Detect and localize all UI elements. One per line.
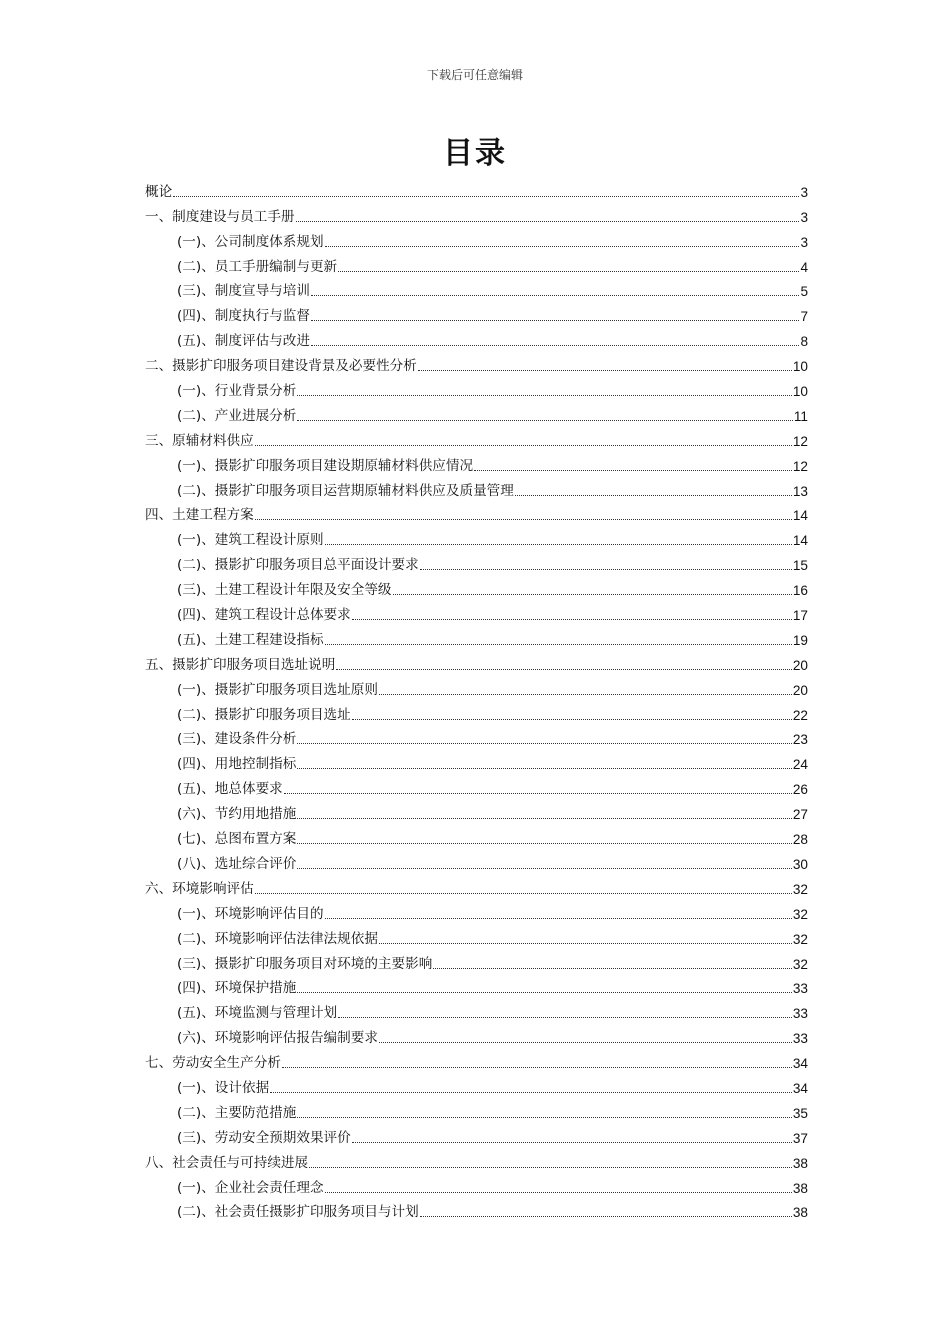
dot-leader [515,495,792,496]
dot-leader [284,793,792,794]
toc-entry[interactable] [145,524,808,549]
toc-entry-page-number: 17 [792,608,808,624]
toc-entry-page-number: 14 [792,533,808,549]
toc-entry-page-number: 32 [792,906,808,922]
page-header: 下载后可任意编辑 [426,68,523,82]
dot-leader [173,196,799,197]
toc-entry-page-number: 34 [792,1080,808,1096]
toc-entry[interactable] [145,923,808,948]
toc-entry[interactable] [145,201,808,226]
toc-entry-label: (四)、制度执行与监督 [177,308,310,325]
dot-leader [325,246,800,247]
page-title: 目录 [443,136,507,171]
toc-entry-label: (一)、摄影扩印服务项目建设期原辅材料供应情况 [177,457,474,474]
toc-entry[interactable] [145,226,808,251]
dot-leader [325,644,792,645]
toc-entry[interactable] [145,350,808,375]
toc-entry-page-number: 3 [800,184,808,200]
toc-entry-label: (一)、建筑工程设计原则 [177,532,324,549]
toc-entry-label: (二)、社会责任摄影扩印服务项目与计划 [177,1204,419,1221]
toc-entry-page-number: 35 [792,1105,808,1121]
dot-leader [255,893,792,894]
toc-entry[interactable] [145,997,808,1022]
dot-leader [352,719,792,720]
toc-entry-page-number: 30 [792,856,808,872]
dot-leader [379,1042,792,1043]
toc-entry[interactable] [145,400,808,425]
toc-entry-page-number: 38 [792,1205,808,1221]
dot-leader [325,1192,792,1193]
toc-entry-label: (五)、地总体要求 [177,781,283,798]
toc-entry[interactable] [145,276,808,301]
dot-leader [393,594,792,595]
toc-entry[interactable] [145,674,808,699]
toc-entry-page-number: 32 [792,881,808,897]
toc-entry-label: 一、制度建设与员工手册 [145,208,295,225]
table-of-contents [145,176,808,1221]
dot-leader [297,868,792,869]
toc-entry-label: (四)、环境保护措施 [177,980,297,997]
toc-entry-page-number: 16 [792,583,808,599]
toc-entry-page-number: 12 [792,458,808,474]
toc-entry-label: (八)、选址综合评价 [177,855,297,872]
dot-leader [296,221,800,222]
toc-entry-page-number: 10 [792,384,808,400]
toc-entry[interactable] [145,599,808,624]
toc-entry-label: (三)、建设条件分析 [177,731,297,748]
dot-leader [311,345,799,346]
toc-entry-page-number: 19 [792,632,808,648]
toc-entry[interactable] [145,624,808,649]
toc-entry-label: (七)、总图布置方案 [177,831,297,848]
toc-entry-label: (二)、产业进展分析 [177,407,297,424]
toc-entry-page-number: 20 [792,682,808,698]
dot-leader [255,445,792,446]
toc-entry-page-number: 33 [792,1006,808,1022]
toc-entry-label: (六)、环境影响评估报告编制要求 [177,1030,378,1047]
toc-entry-label: 六、环境影响评估 [145,880,254,897]
toc-entry[interactable] [145,176,808,201]
toc-entry[interactable] [145,1122,808,1147]
toc-entry[interactable] [145,699,808,724]
toc-entry[interactable] [145,1147,808,1172]
toc-entry-page-number: 24 [792,757,808,773]
dot-leader [418,370,792,371]
toc-entry[interactable] [145,300,808,325]
toc-entry[interactable] [145,1072,808,1097]
toc-entry-page-number: 32 [792,956,808,972]
toc-entry-label: 二、摄影扩印服务项目建设背景及必要性分析 [145,358,417,375]
toc-entry-page-number: 3 [800,209,808,225]
toc-entry[interactable] [145,823,808,848]
toc-entry-label: (五)、制度评估与改进 [177,333,310,350]
toc-entry-label: (三)、劳动安全预期效果评价 [177,1129,351,1146]
toc-entry-page-number: 11 [793,408,808,424]
toc-entry-label: 八、社会责任与可持续进展 [145,1154,309,1171]
toc-entry-page-number: 14 [792,508,808,524]
toc-entry-label: (五)、土建工程建设指标 [177,631,324,648]
dot-leader [297,768,792,769]
toc-entry[interactable] [145,475,808,500]
toc-entry-page-number: 33 [792,1031,808,1047]
dot-leader [297,743,792,744]
toc-entry-label: (四)、建筑工程设计总体要求 [177,607,351,624]
toc-entry-page-number: 22 [792,707,808,723]
toc-entry-label: (三)、土建工程设计年限及安全等级 [177,582,392,599]
toc-entry-label: 概论 [145,183,173,200]
toc-entry[interactable] [145,948,808,973]
toc-entry-label: (一)、企业社会责任理念 [177,1179,324,1196]
toc-entry-label: (一)、摄影扩印服务项目选址原则 [177,681,378,698]
toc-entry[interactable] [145,574,808,599]
toc-entry-page-number: 10 [792,359,808,375]
toc-entry[interactable] [145,798,808,823]
toc-entry[interactable] [145,848,808,873]
dot-leader [255,519,792,520]
dot-leader [325,918,792,919]
dot-leader [311,295,799,296]
toc-entry-page-number: 3 [800,234,808,250]
toc-entry-page-number: 38 [792,1155,808,1171]
toc-entry-label: (六)、节约用地措施 [177,806,297,823]
dot-leader [297,395,792,396]
toc-entry-page-number: 33 [792,981,808,997]
dot-leader [352,1142,792,1143]
toc-entry[interactable] [145,450,808,475]
dot-leader [297,1117,792,1118]
toc-entry[interactable] [145,973,808,998]
toc-entry-page-number: 28 [792,832,808,848]
toc-entry[interactable] [145,325,808,350]
toc-entry-label: 七、劳动安全生产分析 [145,1055,281,1072]
dot-leader [297,843,792,844]
toc-entry-label: (二)、摄影扩印服务项目运营期原辅材料供应及质量管理 [177,482,514,499]
toc-entry[interactable] [145,898,808,923]
dot-leader [338,271,799,272]
toc-entry-page-number: 26 [792,782,808,798]
toc-entry-label: (四)、用地控制指标 [177,756,297,773]
dot-leader [420,1216,792,1217]
toc-entry-label: (一)、公司制度体系规划 [177,233,324,250]
dot-leader [297,818,792,819]
toc-entry-label: (一)、设计依据 [177,1079,270,1096]
toc-entry-label: (二)、环境影响评估法律法规依据 [177,930,378,947]
dot-leader [379,943,792,944]
toc-entry-label: (二)、员工手册编制与更新 [177,258,338,275]
toc-entry-label: (三)、摄影扩印服务项目对环境的主要影响 [177,955,433,972]
dot-leader [309,1167,792,1168]
toc-entry[interactable] [145,873,808,898]
toc-entry-label: 五、摄影扩印服务项目选址说明 [145,656,336,673]
toc-entry[interactable] [145,1172,808,1197]
toc-entry-label: (二)、主要防范措施 [177,1104,297,1121]
toc-entry[interactable] [145,1022,808,1047]
toc-entry[interactable] [145,1097,808,1122]
toc-entry[interactable] [145,649,808,674]
toc-entry[interactable] [145,375,808,400]
toc-entry-page-number: 12 [792,433,808,449]
toc-entry-page-number: 15 [792,558,808,574]
dot-leader [282,1067,792,1068]
toc-entry-page-number: 4 [800,259,808,275]
dot-leader [420,569,792,570]
toc-entry-page-number: 8 [800,334,808,350]
toc-entry-label: (一)、行业背景分析 [177,383,297,400]
toc-entry-label: (二)、摄影扩印服务项目选址 [177,706,351,723]
dot-leader [352,619,792,620]
toc-entry[interactable] [145,724,808,749]
toc-entry[interactable] [145,500,808,525]
dot-leader [325,544,792,545]
dot-leader [336,669,792,670]
toc-entry-label: (一)、环境影响评估目的 [177,905,324,922]
dot-leader [270,1092,792,1093]
toc-entry-page-number: 23 [792,732,808,748]
dot-leader [379,694,792,695]
toc-entry-page-number: 20 [792,657,808,673]
dot-leader [297,420,793,421]
toc-entry[interactable] [145,549,808,574]
toc-entry-page-number: 5 [800,284,808,300]
toc-entry-label: (二)、摄影扩印服务项目总平面设计要求 [177,557,419,574]
toc-entry-label: 三、原辅材料供应 [145,432,254,449]
toc-entry-page-number: 34 [792,1056,808,1072]
dot-leader [474,470,792,471]
toc-entry-page-number: 27 [792,807,808,823]
toc-entry-page-number: 32 [792,931,808,947]
toc-entry[interactable] [145,251,808,276]
toc-entry-page-number: 37 [792,1130,808,1146]
toc-entry[interactable] [145,1197,808,1222]
toc-entry-label: 四、土建工程方案 [145,507,254,524]
dot-leader [297,992,792,993]
dot-leader [338,1017,792,1018]
toc-entry-page-number: 7 [800,309,808,325]
toc-entry[interactable] [145,1047,808,1072]
toc-entry-page-number: 38 [792,1180,808,1196]
toc-entry[interactable] [145,425,808,450]
dot-leader [433,968,792,969]
toc-entry[interactable] [145,748,808,773]
toc-entry-label: (五)、环境监测与管理计划 [177,1005,338,1022]
dot-leader [311,320,799,321]
toc-entry-page-number: 13 [792,483,808,499]
toc-entry-label: (三)、制度宣导与培训 [177,283,310,300]
toc-entry[interactable] [145,773,808,798]
